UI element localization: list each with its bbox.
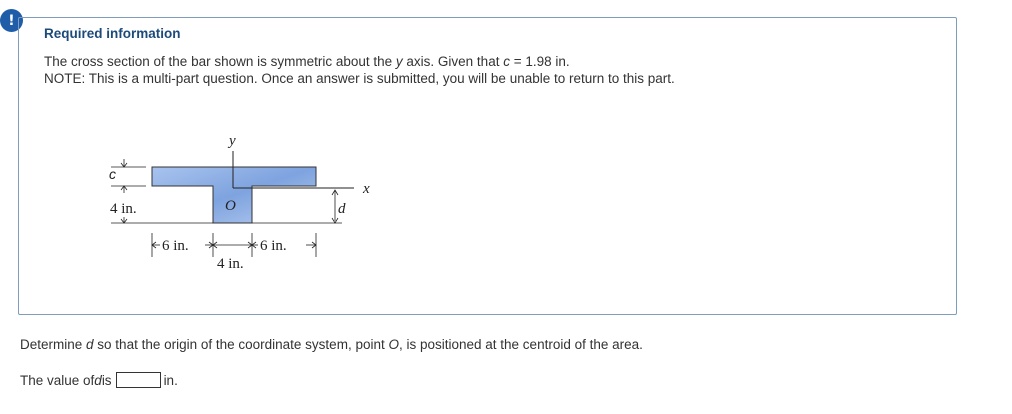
alert-icon: ! [0,9,23,32]
dim-right-label: 6 in. [260,238,287,254]
dim-center-label: 4 in. [217,256,244,272]
cross-section-shape [152,167,316,223]
y-axis-label: y [229,133,236,149]
left-height-label: 4 in. [110,201,137,217]
dim-left-label: 6 in. [162,238,189,254]
problem-statement [44,53,675,87]
statement-line-2: NOTE: This is a multi-part question. Once an answer is submitted, you will be unable to return to this part. [44,71,675,86]
cross-section-figure [90,117,390,282]
answer-unit: in. [163,372,178,388]
answer-input[interactable] [116,372,161,388]
answer-var: d [94,372,102,388]
x-axis-label: x [363,181,370,197]
answer-row [20,372,178,388]
question-text: Determine d so that the origin of the coordinate system, point O, is positioned at the centroid of the area. [20,337,643,352]
statement-line-1: The cross section of the bar shown is symmetric about the y axis. Given that c = 1.98 in. [44,54,570,69]
answer-prefix: The value of [20,372,95,388]
d-label: d [338,201,346,217]
origin-label: O [225,198,236,214]
answer-is: is [101,372,112,388]
required-info-title: Required information [44,26,181,41]
c-label: c [109,166,116,182]
